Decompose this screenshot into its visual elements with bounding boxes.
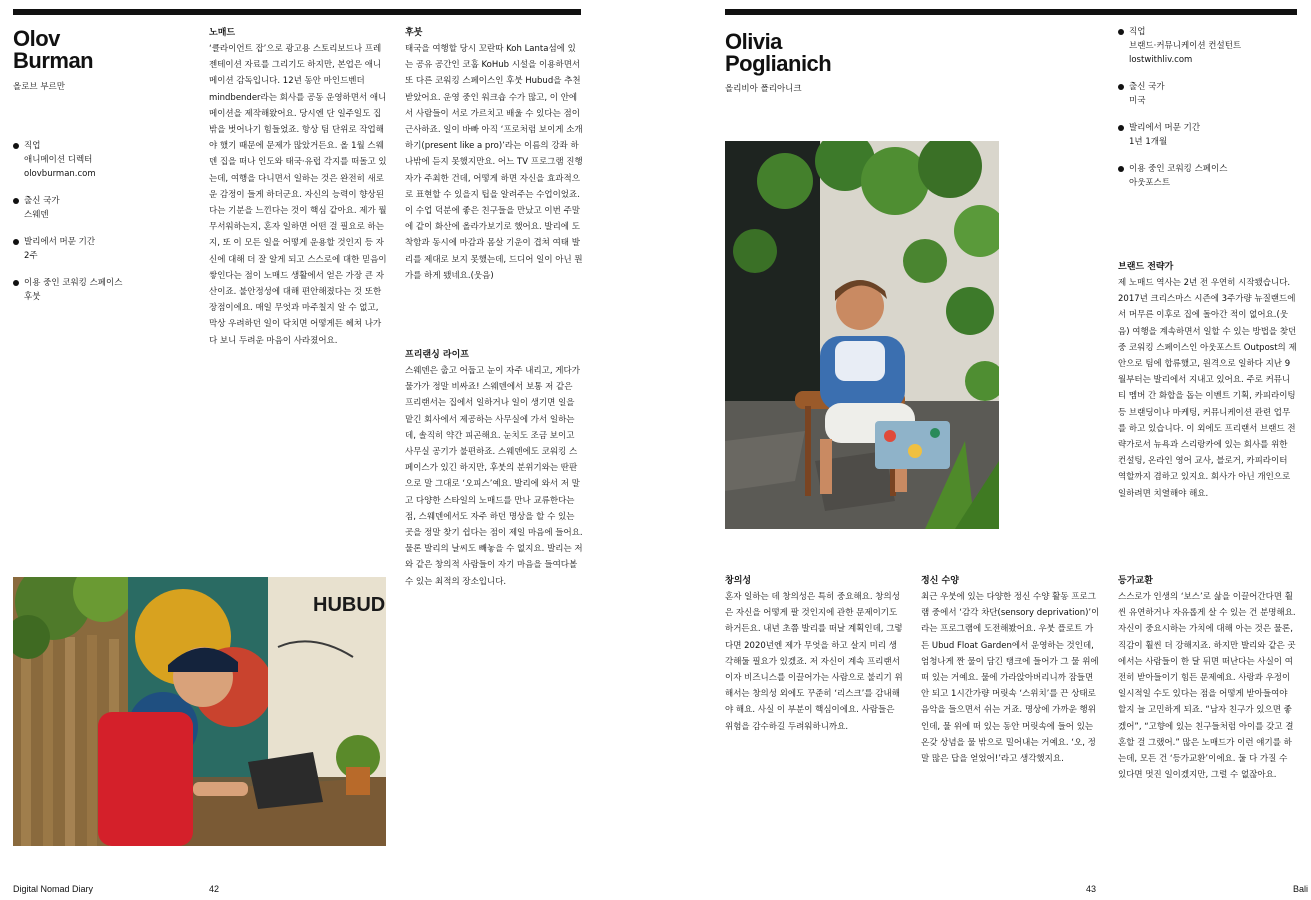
fact-country: 출신 국가 스웨덴 bbox=[13, 194, 198, 222]
footer-section-name: Bali bbox=[1293, 884, 1309, 894]
photo-illustration bbox=[13, 577, 386, 846]
profile-facts bbox=[1118, 25, 1308, 203]
profile-facts bbox=[13, 139, 198, 317]
person-name: Olivia Poglianich bbox=[725, 29, 832, 76]
fact-stay-period: 발리에서 머문 기간 1년 1개월 bbox=[1118, 121, 1308, 149]
section-hubud bbox=[405, 26, 583, 284]
section-brand-strategist bbox=[1118, 260, 1298, 502]
bullet-icon bbox=[13, 280, 19, 286]
section-equivalent-exchange bbox=[1118, 574, 1298, 783]
section-heading: 등가교환 bbox=[1118, 576, 1153, 586]
top-rule bbox=[13, 9, 581, 15]
section-heading: 노매드 bbox=[209, 28, 236, 38]
section-body: 제 노매드 역사는 2년 전 우연히 시작됐습니다. 2017년 크리스마스 시즌에 3주가량 뉴질랜드에서 머무른 이후로 집에 돌아간 적이 없어요.(웃음) 여행을 계속하면서 일할 수 있는 방법을 찾던 중 코워킹 스페이스인 아웃포스트 Outpost의 제안으로 팀에 합류했고, 원격으로 일하다 지난 9월부터는 발리에서 지내고 있어요. 주로 커뮤니티 멤버 간 화합을 돕는 이벤트 기획, 카피라이팅 등 브랜딩이나 마케팅, 커뮤니케이션 관련 업무를 하고 있습니다. 이 외에도 프리랜서 브랜드 전략가로서 뉴욕과 스리랑카에 있는 회사를 위한 컨설팅, 온라인 영어 교사, 블로거, 카피라이터 역할까지 겸하고 있지요. 회사가 아닌 개인으로 일하려면 치열해야 해요. bbox=[1118, 278, 1297, 499]
fact-stay-period: 발리에서 머문 기간 2주 bbox=[13, 235, 198, 263]
fact-occupation: 직업 애니메이션 디렉터 olovburman.com bbox=[13, 139, 198, 181]
section-heading: 정신 수양 bbox=[921, 576, 959, 586]
section-heading: 후붓 bbox=[405, 28, 423, 38]
fact-country: 출신 국가 미국 bbox=[1118, 80, 1308, 108]
website-link[interactable]: olovburman.com bbox=[24, 169, 96, 179]
section-body: 태국을 여행할 당시 꼬란따 Koh Lanta섬에 있는 공유 공간인 코훕 KoHub 시설을 이용하면서 또 다른 코워킹 스페이스인 후붓 Hubud을 추천받았어요. 운영 중인 워크숍 수가 많고, 이 안에서 사람들이 서로 가르치고 배울 수 있다는 점이 근사하죠. 일이 바빠 아직 ‘프로처럼 보이게 소개하기(present like a pro)’라는 이름의 강좌 하나밖에 듣지 못했지만요. 어느 TV 프로그램 진행자가 주최한 건데, 어떻게 하면 자신을 효과적으로 표현할 수 있을지 팁을 알려주는 수업이었죠. 이 수업 덕분에 좋은 친구들을 만났고 이번 주말에 같이 화산에 올라가보기로 했어요. 발리에 도착함과 동시에 마감과 몸살 기운이 겹쳐 여태 발리를 제대로 보지 못했는데, 드디어 일이 아닌 뭔가를 하게 됐네요.(웃음) bbox=[405, 44, 583, 281]
fact-coworking: 이용 중인 코워킹 스페이스 후붓 bbox=[13, 276, 198, 304]
footer-page-number: 42 bbox=[209, 884, 220, 894]
person-name: Olov Burman bbox=[13, 26, 94, 73]
bullet-icon bbox=[1118, 125, 1124, 131]
section-body: 최근 우붓에 있는 다양한 정신 수양 활동 프로그램 중에서 ‘감각 차단(sensory deprivation)’이라는 프로그램에 도전해봤어요. 우붓 플로트 가든 Ubud Float Garden에서 운영하는 것인데, 엄청나게 짠 물이 담긴 탱크에 들어가 그 물 위에 떠 있는 거예요. 물에 가라앉아버리니까 잠들면 안 되고 1시간가량 머릿속 ‘스위치’를 끈 상태로 음악을 들으면서 쉬는 거죠. 명상에 가까운 행위인데, 물 위에 떠 있는 동안 머릿속에 들어 있는 온갖 상념을 물 밖으로 밀어내는 거예요. ‘오, 정말 많은 답을 얻었어!’라고 생각했지요. bbox=[921, 592, 1100, 765]
fact-coworking: 이용 중인 코워킹 스페이스 아웃포스트 bbox=[1118, 162, 1308, 190]
bullet-icon bbox=[1118, 29, 1124, 35]
person-korean-name: 올리비아 폴리아니크 bbox=[725, 84, 802, 94]
footer-magazine-title: Digital Nomad Diary bbox=[13, 884, 94, 894]
right-page bbox=[656, 0, 1311, 900]
bullet-icon bbox=[1118, 84, 1124, 90]
photo-olov-working-at-hubud bbox=[13, 577, 386, 846]
fact-occupation: 직업 브랜드·커뮤니케이션 컨설턴트 lostwithliv.com bbox=[1118, 25, 1308, 67]
website-link[interactable]: lostwithliv.com bbox=[1129, 55, 1193, 65]
section-body: 스스로가 인생의 ‘보스’로 삶을 이끌어간다면 훨씬 유연하거나 자유롭게 살 수 있는 건 분명해요. 자신이 중요시하는 가치에 대해 아는 것은 물론, 직감이 훨씬 더 강해지죠. 하지만 발리와 같은 곳에서는 사람들이 한 달 뒤면 떠난다는 사실이 여전히 받아들이기 힘든 문제예요. 사랑과 우정이 일시적일 수도 있다는 점을 어떻게 받아들여야 할지 늘 고민하게 되죠. “남자 친구가 있으면 좋겠어”, “고향에 있는 친구들처럼 아이를 갖고 결혼할 걸 그랬어.” 많은 노매드가 이런 얘기를 하는데, 모든 건 ‘등가교환’이에요. 둘 다 가질 수 있다면 멋진 일이겠지만, 그럴 수 없잖아요. bbox=[1118, 592, 1296, 781]
person-korean-name: 올로브 부르만 bbox=[13, 82, 65, 92]
section-heading: 브랜드 전략가 bbox=[1118, 262, 1174, 272]
bullet-icon bbox=[1118, 166, 1124, 172]
section-mental-training bbox=[921, 574, 1101, 767]
section-creativity bbox=[725, 574, 905, 735]
section-heading: 창의성 bbox=[725, 576, 752, 586]
bullet-icon bbox=[13, 239, 19, 245]
section-heading: 프리랜싱 라이프 bbox=[405, 350, 469, 360]
bullet-icon bbox=[13, 198, 19, 204]
photo-olivia-with-laptop bbox=[725, 141, 999, 529]
bullet-icon bbox=[13, 143, 19, 149]
footer-page-number: 43 bbox=[1086, 884, 1097, 894]
section-freelance bbox=[405, 348, 583, 590]
top-rule bbox=[725, 9, 1297, 15]
section-body: 스웨덴은 춥고 어둡고 눈이 자주 내리고, 게다가 물가가 정말 비싸죠! 스웨덴에서 보통 저 같은 프리랜서는 집에서 일하거나 일이 생기면 일을 맡긴 회사에서 제공하는 사무실에 가서 일하는데, 솔직히 약간 피곤해요. 눈치도 조금 보이고 사무실 공기가 불편하죠. 스웨덴에도 코워킹 스페이스가 있긴 하지만, 후붓의 분위기와는 딴판으로 말 그대로 ‘오피스’예요. 발리에 와서 저 말고 다양한 스타일의 노매드를 만나 교류한다는 점, 스웨덴에서도 자주 하던 명상을 할 수 있는 곳을 정말 찾기 쉽다는 점이 제일 마음에 들어요. 물론 발리의 날씨도 빼놓을 수 없지요. 발리는 저와 같은 창의적 사람들이 자기 마음을 들여다볼 수 있는 최적의 장소입니다. bbox=[405, 366, 583, 587]
section-body: ‘클라이언트 잡’으로 광고용 스토리보드나 프레젠테이션 자료를 그리기도 하지만, 본업은 애니메이션 감독입니다. 12년 동안 마인드벤더 mindbender라는 회사를 공동 운영하면서 애니메이션을 제작해왔어요. 당시엔 단 일주일도 집 밖을 벗어나기 힘들었죠. 항상 팀 단위로 작업해야 했기 때문에 문제가 많았거든요. 올 1월 스웨덴 집을 떠나 인도와 태국·유럽 각지를 떠돌고 있는데, 여행을 다니면서 일하는 것은 완전히 새로운 감정이 들게 하더군요. 자신의 능력이 향상된다는 기분을 느낀다는 것이 핵심 같아요. 제가 뭘 무서워하는지, 혼자 일하면 어떤 걸 필요로 하는지, 또 이 모든 일을 어떻게 운용할 것인지 등 자신에 대해 더 잘 알게 되고 스스로에 대한 믿음이 쌓인다는 점이 노매드 생활에서 얻은 가장 큰 자산이죠. 불안정성에 대해 편안해졌다는 것 또한 장점이에요. 매일 무엇과 마주칠지 알 수 없고, 막상 우려하던 일이 닥치면 어떻게든 헤쳐 나가다 보니 두려운 마음이 사라졌어요. bbox=[209, 44, 387, 346]
left-page bbox=[0, 0, 655, 900]
hubud-sign-text: HUBUD bbox=[313, 594, 386, 616]
photo-illustration bbox=[725, 141, 999, 529]
section-nomad bbox=[209, 26, 387, 349]
section-body: 혼자 일하는 데 창의성은 특히 중요해요. 창의성은 자신을 어떻게 팔 것인지에 관한 문제이기도 하거든요. 내년 초쯤 발리를 떠날 계획인데, 그렇다면 2020년엔 제가 무엇을 하고 살지 미리 생각해둘 필요가 있겠죠. 저 자신이 계속 프리랜서이자 비즈니스를 이끌어가는 사람으로 불리기 위해서는 창의성 외에도 꾸준히 ‘리스크’를 감내해야 해요. 사실 이 부분이 핵심이에요. 사람들은 위험을 감수하길 두려워하니까요. bbox=[725, 592, 903, 732]
